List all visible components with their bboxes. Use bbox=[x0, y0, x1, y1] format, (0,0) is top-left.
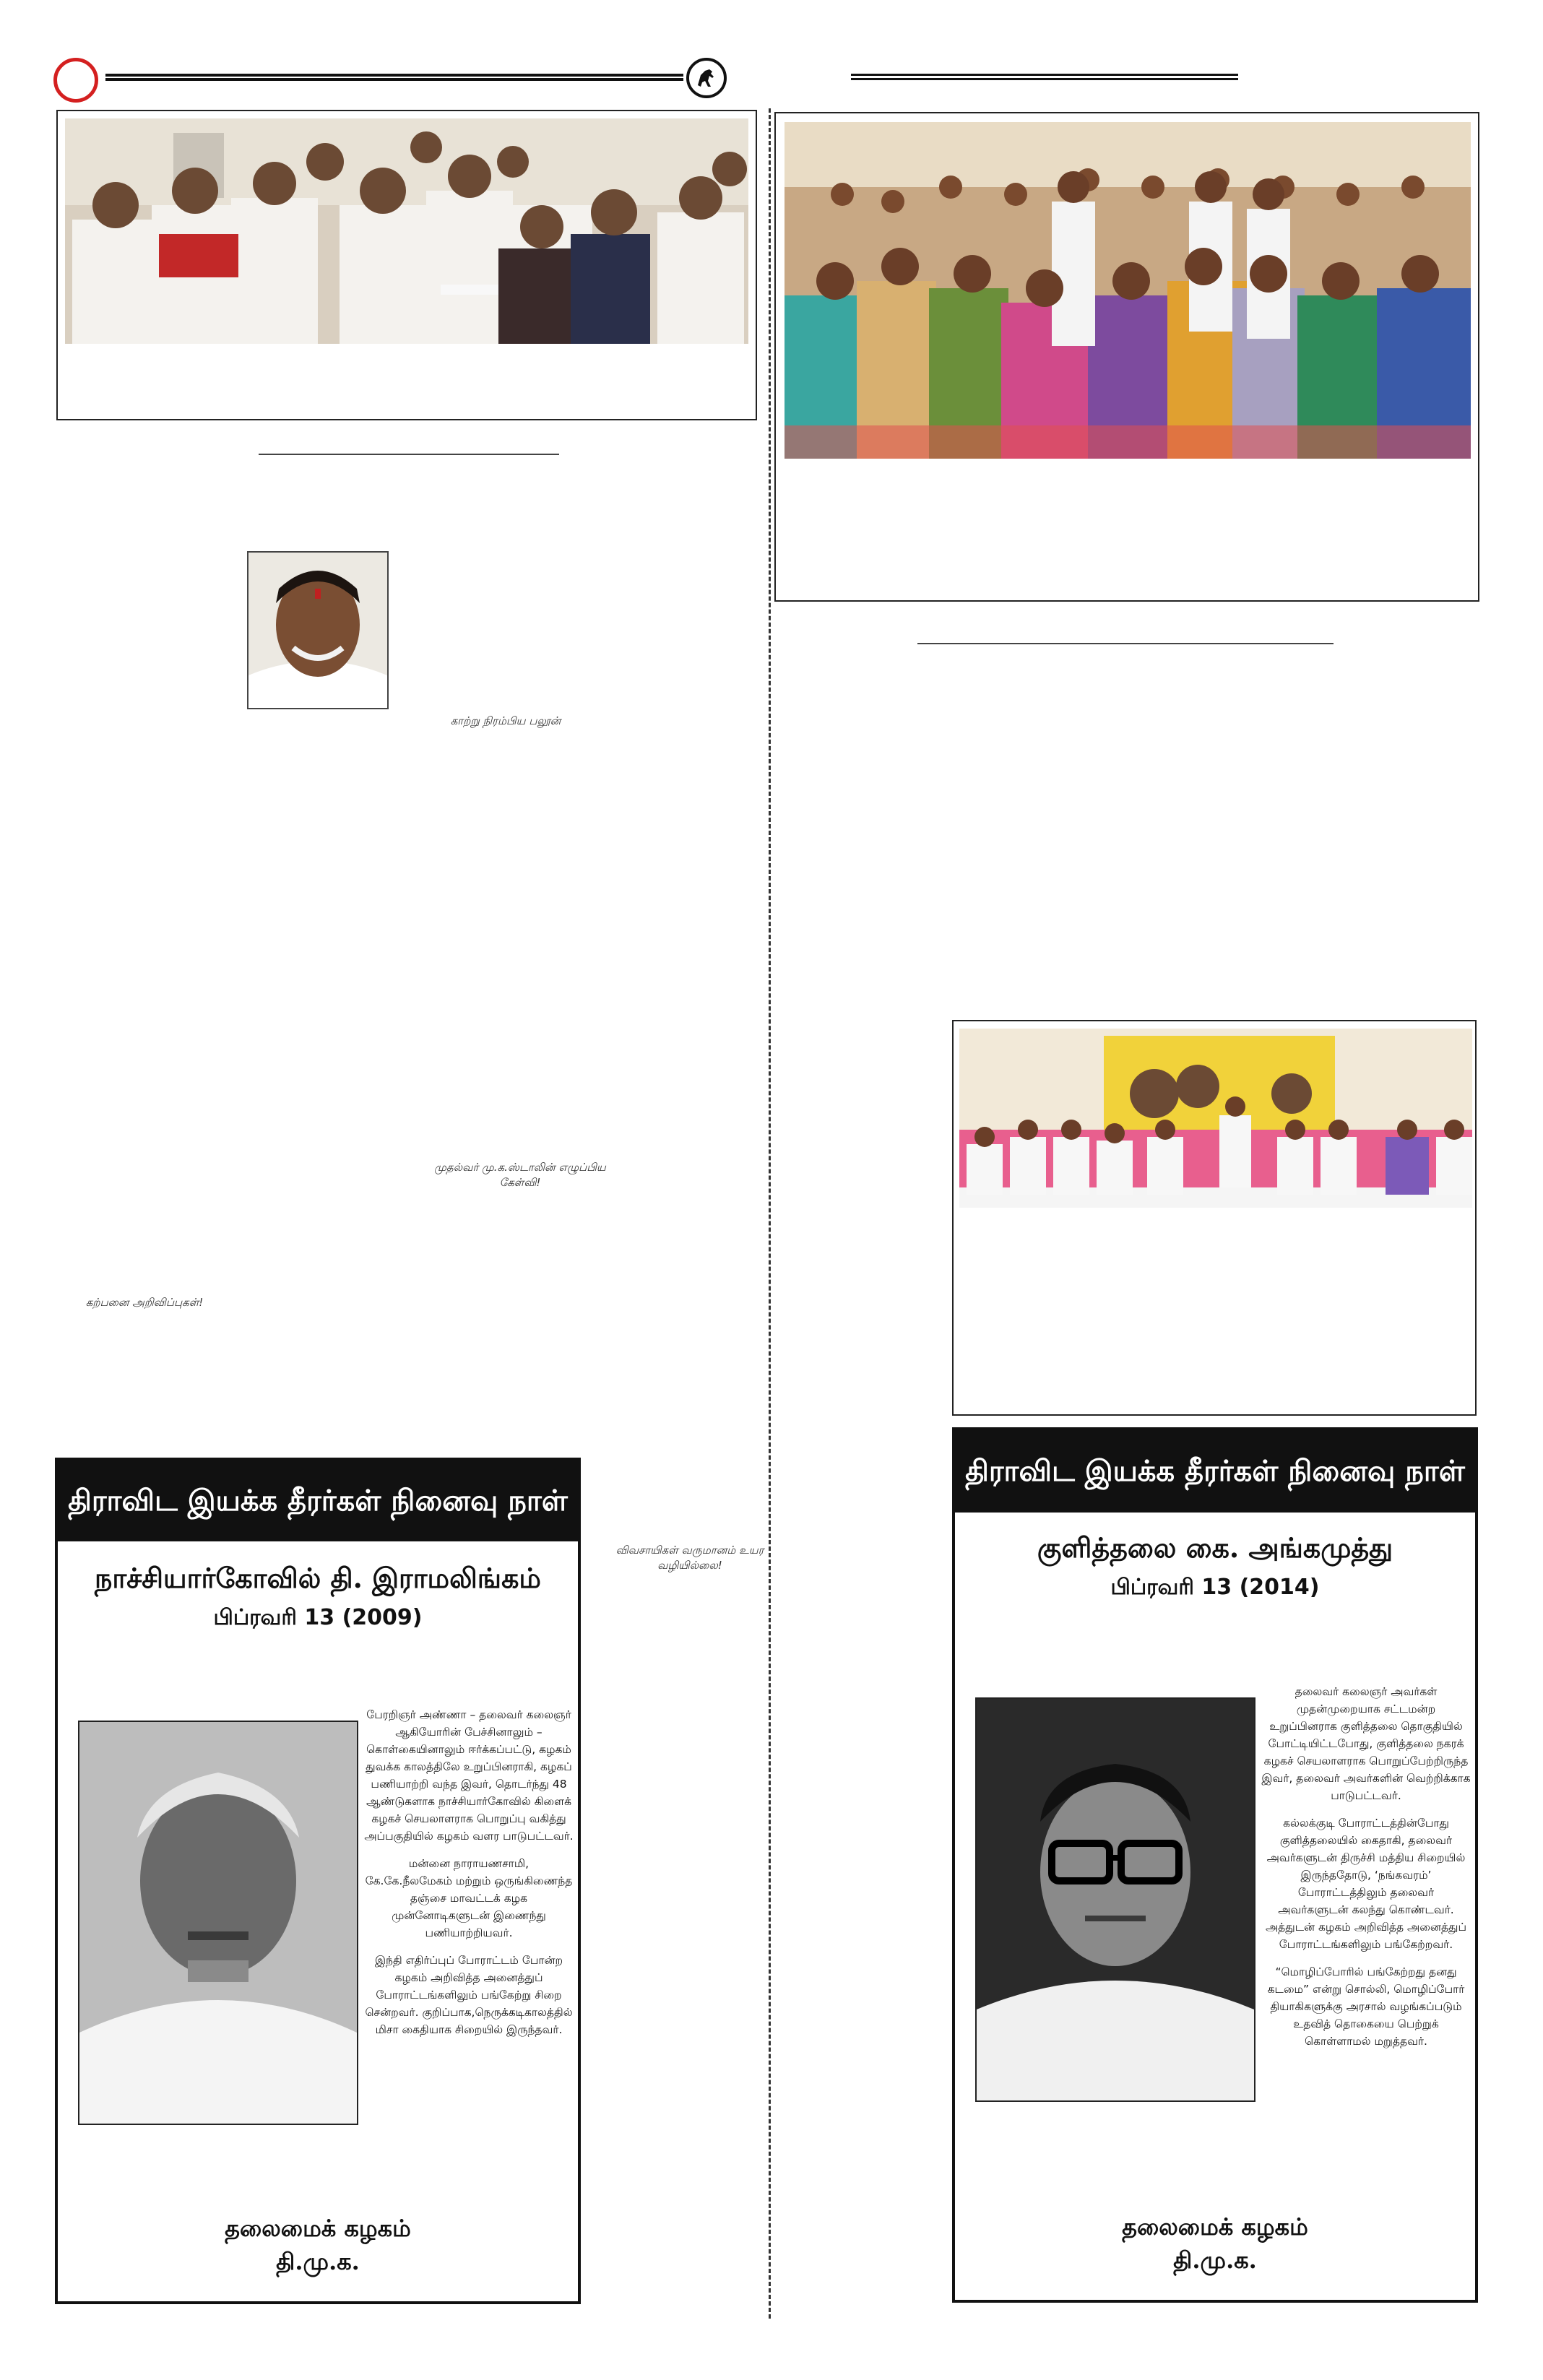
photo-box-officials bbox=[56, 110, 757, 420]
memorial-date: பிப்ரவரி 13 (2009) bbox=[213, 1605, 423, 1630]
signature-line: தலைமைக் கழகம் bbox=[1122, 2213, 1308, 2241]
memorial-name: நாச்சியார்கோவில் தி. இராமலிங்கம் bbox=[95, 1562, 541, 1594]
memorial-signature bbox=[955, 2210, 1475, 2277]
photo-officials-handing-cheque bbox=[65, 118, 748, 344]
memorial-paragraph: “மொழிப்போரில் பங்கேற்றது தனது கடமை” என்று சொல்லி, மொழிப்போர் தியாகிகளுக்கு அரசால் வழங்கப்படும் உதவித் தொகையை பெற்றுக் கொள்ளாமல் மறுத்தவர். bbox=[1267, 1965, 1465, 2048]
memorial-ad-angamuthu bbox=[952, 1427, 1478, 2303]
photo-stage-event bbox=[959, 1029, 1472, 1208]
memorial-ad-ramalingam bbox=[55, 1458, 581, 2304]
horse-emblem-icon bbox=[686, 58, 727, 98]
memorial-paragraph: கல்லக்குடி போராட்டத்தின்போது குளித்தலையில் கைதாகி, தலைவர் அவர்களுடன் திருச்சி மத்திய சிறையில் இருந்ததோடு, ‘நங்கவரம்’ போராட்டத்திலும் தலைவர் அவர்களுடன் கலந்து கொண்டவர். அத்துடன் கழகம் அறிவித்த அனைத்துப் போராட்டங்களிலும் பங்கேற்றவர். bbox=[1265, 1817, 1467, 1952]
pullquote-fake-announcements: கற்பனை அறிவிப்புகள்! bbox=[85, 1296, 204, 1309]
memorial-date: பிப்ரவரி 13 (2014) bbox=[1110, 1575, 1320, 1600]
memorial-biography bbox=[364, 1706, 574, 2048]
memorial-paragraph: மன்னை நாராயணசாமி, கே.கே.நீலமேகம் மற்றும் ஒருங்கிணைந்த தஞ்சை மாவட்டக் கழக முன்னோடிகளுடன் இணைந்து பணியாற்றியவர். bbox=[365, 1857, 573, 1940]
memorial-heading: திராவிட இயக்க தீரர்கள் நினைவு நாள் bbox=[58, 1461, 578, 1541]
portrait-photo bbox=[247, 551, 389, 709]
photo-box-stage-event bbox=[952, 1020, 1477, 1416]
section-rule-left bbox=[259, 454, 559, 455]
masthead-rule-left bbox=[105, 74, 683, 81]
column-divider bbox=[769, 108, 771, 2319]
memorial-paragraph: இந்தி எதிர்ப்புப் போராட்டம் போன்ற கழகம் அறிவித்த அனைத்துப் போராட்டங்களிலும் பங்கேற்று சிறை சென்றவர். குறிப்பாக,நெருக்கடிகாலத்தில் மிசா கைதியாக சிறையில் இருந்தவர். bbox=[365, 1954, 573, 2037]
photo-box-women-event bbox=[774, 112, 1479, 602]
memorial-photo-ramalingam bbox=[78, 1721, 358, 2125]
memorial-paragraph: பேரறிஞர் அண்ணா – தலைவர் கலைஞர் ஆகியோரின் பேச்சினாலும் – கொள்கையினாலும் ஈர்க்கப்பட்டு, கழகம் துவக்க காலத்திலே உறுப்பினராகி, கழகப் பணியாற்றி வந்த இவர், தொடர்ந்து 48 ஆண்டுகளாக நாச்சியார்கோவில் கிளைக் கழகச் செயலாளராக பொறுப்பு வகித்து அப்பகுதியில் கழகம் வளர பாடுபட்டவர். bbox=[364, 1708, 574, 1843]
signature-line: தி.மு.க. bbox=[276, 2248, 360, 2276]
memorial-photo-angamuthu bbox=[975, 1697, 1255, 2102]
pullquote-farmers-income: விவசாயிகள் வருமானம் உயர வழியில்லை! bbox=[615, 1544, 764, 1572]
memorial-paragraph: தலைவர் கலைஞர் அவர்கள் முதன்முறையாக சட்டமன்ற உறுப்பினராக குளித்தலை தொகுதியில் போட்டியிட்டபோது, குளித்தலை நகரக் கழகச் செயலாளராக பொறுப்பேற்றிருந்த இவர், தலைவர் அவர்களின் வெற்றிக்காக பாடுபட்டவர். bbox=[1261, 1685, 1471, 1803]
section-rule-right bbox=[917, 643, 1334, 644]
signature-line: தலைமைக் கழகம் bbox=[225, 2215, 411, 2242]
memorial-heading: திராவிட இயக்க தீரர்கள் நினைவு நாள் bbox=[955, 1430, 1475, 1513]
masthead-rule-right bbox=[851, 74, 1238, 80]
memorial-biography bbox=[1261, 1683, 1471, 2060]
photo-women-event bbox=[785, 122, 1471, 459]
memorial-name: குளித்தலை கை. அங்கமுத்து bbox=[1037, 1531, 1393, 1564]
masthead-logo-icon bbox=[53, 58, 98, 103]
memorial-signature bbox=[58, 2212, 578, 2279]
portrait-caption: காற்று நிரம்பிய பலூன் bbox=[450, 714, 561, 727]
signature-line: தி.மு.க. bbox=[1173, 2246, 1257, 2275]
pullquote-stalin-question: முதல்வர் மு.க.ஸ்டாலின் எழுப்பிய கேள்வி! bbox=[434, 1161, 606, 1189]
